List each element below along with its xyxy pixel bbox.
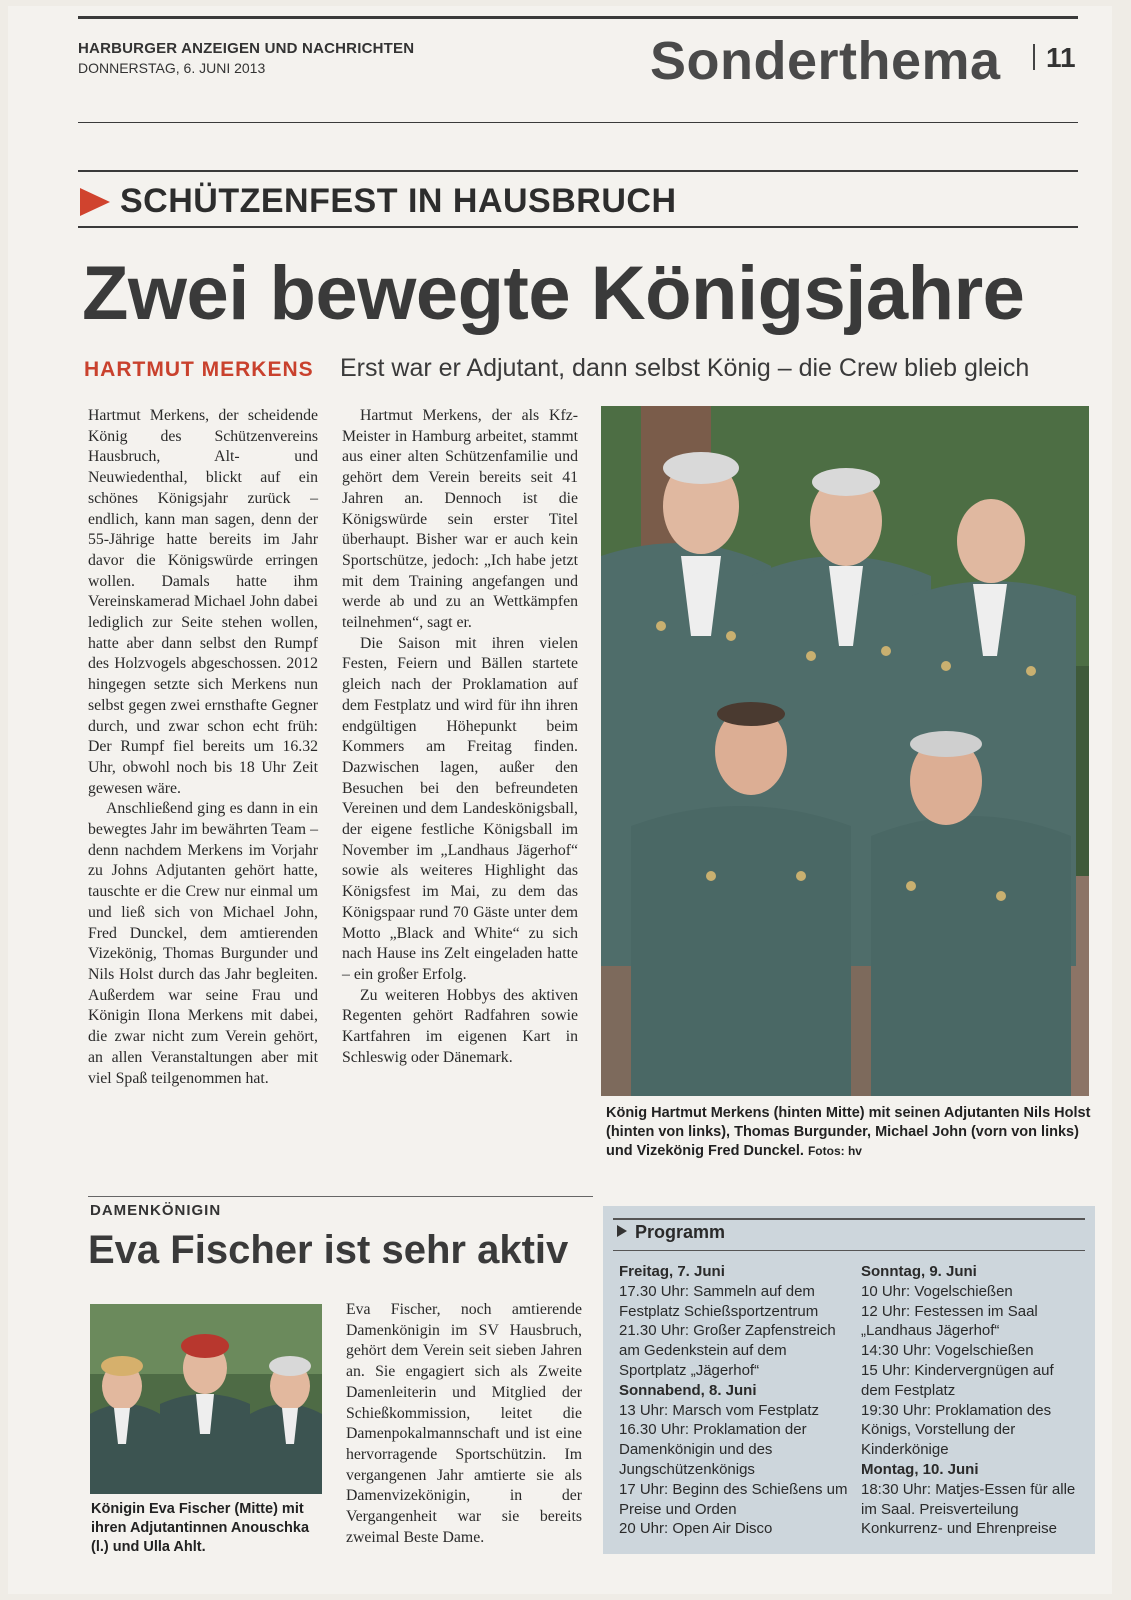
program-column-right — [861, 1262, 1085, 1539]
page-number: 11 — [1046, 42, 1076, 73]
second-article-body — [346, 1300, 582, 1548]
photo-credit: Fotos: hv — [807, 1144, 862, 1158]
program-entry: 14:30 Uhr: Vogelschießen — [861, 1342, 1034, 1360]
group-photo — [601, 406, 1089, 1096]
paragraph: Zu weiteren Hobbys des aktiven Regenten gehört Radfahren sowie Kartfahren im eigenen Kart in Schleswig oder Dänemark. — [342, 986, 578, 1066]
section-bottom-rule — [78, 226, 1078, 228]
group-photo-illustration — [601, 406, 1089, 1096]
program-box — [603, 1206, 1095, 1554]
caption-text: König Hartmut Merkens (hinten Mitte) mit seinen Adjutanten Nils Holst (hinten von links), Thomas Burgunder, Michael John (vorn von links) und Vizekönig Fred Dunckel. — [606, 1105, 1091, 1159]
program-day: Sonnabend, 8. Juni — [619, 1381, 757, 1399]
section-title: SCHÜTZENFEST IN HAUSBRUCH — [120, 182, 677, 220]
program-day: Freitag, 7. Juni — [619, 1263, 725, 1280]
section-label: Sonderthema — [650, 31, 1001, 91]
second-headline: Eva Fischer ist sehr aktiv — [88, 1228, 569, 1272]
queen-photo-caption: Königin Eva Fischer (Mitte) mit ihren Adjutantinnen Anouschka (l.) und Ulla Ahlt. — [91, 1501, 310, 1555]
kicker-rule — [88, 1196, 593, 1197]
section-top-rule — [78, 170, 1078, 172]
kicker: DAMENKÖNIGIN — [90, 1202, 222, 1219]
program-entry: 16.30 Uhr: Proklamation der Damenkönigin und des Jungschützenkönigs — [619, 1421, 807, 1478]
paragraph: Eva Fischer, noch amtierende Damenkönigin im SV Hausbruch, gehört dem Verein seit sieben Jahren an. Sie engagiert sich als Zweite Damenleiterin und Mitglied der Schießkommission, leitet die Damenpokalmannschaft und ist eine hervorragende Sportschützin. Im vergangenen Jahr amtierte sie als Damenvizekönigin, in der Vergangenheit war sie bereits zweimal Beste Dame. — [346, 1301, 582, 1546]
program-column-left — [619, 1262, 851, 1539]
program-entry: 17 Uhr: Beginn des Schießens um Preise und Orden — [619, 1480, 848, 1518]
program-title: Programm — [635, 1222, 726, 1242]
paragraph: Hartmut Merkens, der scheidende König des Schützenvereins Hausbruch, Alt- und Neuwiedenthal, blickt auf ein schönes Königsjahr zurück – endlich, kann man sagen, denn der 55-Jährige hatte bereits im Jahr davor die Königswürde erringen wollen. Damals hatte ihm Vereinskamerad Michael John dabei lediglich zur Seite stehen wollen, hatte aber dann selbst den Rumpf des Holzvogels abgeschossen. 2012 hingegen setzte sich Merkens nun selbst gegen zwei ernsthafte Gegner durch, und zwar schon echt früh: Der Rumpf fiel bereits um 16.32 Uhr, obwohl noch bis 18 Uhr Zeit gewesen wäre. — [88, 407, 318, 797]
top-rule — [78, 16, 1078, 19]
queen-photo — [90, 1304, 322, 1494]
program-entry: 20 Uhr: Open Air Disco — [619, 1520, 773, 1538]
issue-date: DONNERSTAG, 6. JUNI 2013 — [78, 60, 266, 76]
program-day: Sonntag, 9. Juni — [861, 1263, 977, 1280]
program-entry: 15 Uhr: Kindervergnügen auf dem Festplatz — [861, 1361, 1054, 1399]
paragraph: Die Saison mit ihren vielen Festen, Feiern und Bällen startete gleich nach der Proklamation auf dem Festplatz und wird für ihn ihren endgültigen Höhepunkt beim Kommers am Freitag finden. Dazwischen lagen, außer den Besuchen bei den befreundeten Vereinen und dem Landeskönigsball, der eigene festliche Königsball im November im „Landhaus Jägerhof“ sowie als weiteres Highlight das Königsfest im Mai, zu dem das Königspaar rund 70 Gäste unter dem Motto „Black and White“ zu sich nach Hause ins Zelt eingeladen hatte – ein großer Erfolg. — [342, 634, 578, 983]
queen-photo-illustration — [90, 1304, 322, 1494]
arrow-icon — [617, 1225, 627, 1237]
arrow-icon — [80, 188, 110, 216]
article-column-2 — [342, 406, 578, 1069]
subheadline: Erst war er Adjutant, dann selbst König – die Crew blieb gleich — [340, 354, 1030, 382]
masthead-rule — [78, 122, 1078, 123]
program-top-rule — [613, 1218, 1085, 1220]
article-column-1 — [88, 406, 318, 1089]
program-entry: 12 Uhr: Festessen im Saal „Landhaus Jägerhof“ — [861, 1302, 1038, 1340]
page-separator — [1033, 44, 1035, 70]
program-entry: 19:30 Uhr: Proklamation des Königs, Vorstellung der Kinderkönige — [861, 1401, 1052, 1459]
program-heading — [617, 1222, 725, 1243]
headline: Zwei bewegte Königsjahre — [82, 251, 1025, 336]
program-entry: 17.30 Uhr: Sammeln auf dem Festplatz Schießsportzentrum — [619, 1282, 819, 1320]
program-entry: 21.30 Uhr: Großer Zapfenstreich am Gedenkstein auf dem Sportplatz „Jägerhof“ — [619, 1322, 836, 1379]
paragraph: Anschließend ging es dann in ein bewegtes Jahr im bewährten Team – denn nachdem Merkens im Vorjahr zu Johns Adjutanten gehört hatte, tauschte er die Crew nur einmal um und ließ sich von Michael John, Fred Dunckel, dem amtierenden Vizekönig, Thomas Burgunder und Nils Holst durch das Jahr begleiten. Außerdem war seine Frau und Königin Ilona Merkens mit dabei, die zwar nicht zum Verein gehört, an allen Veranstaltungen aber mit viel Spaß teilgenommen hat. — [88, 800, 318, 1087]
newspaper-name: HARBURGER ANZEIGEN UND NACHRICHTEN — [78, 40, 415, 57]
program-day: Montag, 10. Juni — [861, 1460, 979, 1478]
photo-caption — [606, 1104, 1092, 1161]
program-entry: 10 Uhr: Vogelschießen — [861, 1282, 1013, 1300]
program-entry: 18:30 Uhr: Matjes-Essen für alle im Saal. Preisverteilung Konkurrenz- und Ehrenpreise — [861, 1480, 1076, 1538]
author-name: HARTMUT MERKENS — [84, 358, 314, 381]
paragraph: Hartmut Merkens, der als Kfz-Meister in Hamburg arbeitet, stammt aus einer alten Schützenfamilie und gehört dem Verein bereits seit 41 Jahren an. Dennoch ist die Königswürde sein erster Titel überhaupt. Bisher war er auch kein Sportschütze, jedoch: „Ich habe jetzt mit dem Training angefangen und werde ab und zu an Wettkämpfen teilnehmen“, sagt er. — [342, 407, 578, 632]
program-entry: 13 Uhr: Marsch vom Festplatz — [619, 1401, 820, 1419]
program-header-rule — [613, 1250, 1085, 1251]
